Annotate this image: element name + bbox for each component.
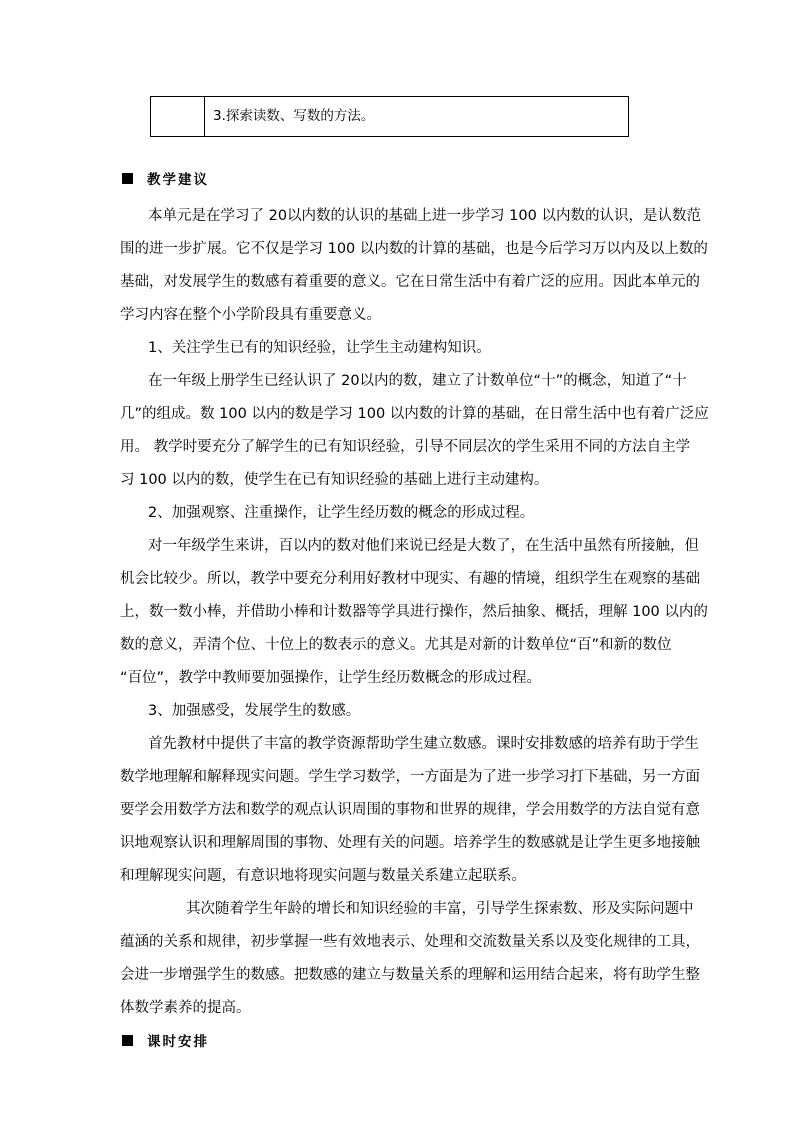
table-cell-text: 3.探索读数、写数的方法。 — [213, 108, 375, 124]
paragraph-line: 机会比较少。所以，教学中要充分利用好教材中现实、有趣的情境，组织学生在观察的基础 — [120, 571, 700, 587]
square-bullet-icon — [122, 173, 133, 184]
paragraph-line: 基础，对发展学生的数感有着重要的意义。它在日常生活中有着广泛的应用。因此本单元的 — [120, 274, 700, 290]
paragraph-line: 蕴涵的关系和规律，初步掌握一些有效地表示、处理和交流数量关系以及变化规律的工具， — [120, 934, 700, 950]
square-bullet-icon — [122, 1035, 133, 1046]
paragraph-line: 体数学素养的提高。 — [120, 1000, 251, 1016]
paragraph-line: 学习内容在整个小学阶段具有重要意义。 — [120, 307, 381, 323]
paragraph-line: 围的进一步扩展。它不仅是学习 100 以内数的计算的基础，也是今后学习万以内及以上数的 — [120, 241, 708, 257]
section-title: 课时安排 — [147, 1034, 209, 1050]
section-title: 教学建议 — [147, 172, 209, 188]
paragraph-line: 识地观察认识和理解周围的事物、处理有关的问题。培养学生的数感就是让学生更多地接触 — [120, 835, 700, 851]
paragraph-line: 数的意义，弄清个位、十位上的数表示的意义。尤其是对新的计数单位“百”和新的数位 — [120, 637, 672, 653]
table — [150, 96, 629, 137]
table-cell-empty — [151, 97, 205, 136]
paragraph-line: 本单元是在学习了 20以内数的认识的基础上进一步学习 100 以内数的认识，是认数范 — [148, 208, 701, 224]
paragraph-line: 首先教材中提供了丰富的教学资源帮助学生建立数感。课时安排数感的培养有助于学生 — [148, 736, 699, 752]
paragraph-line: 用。 教学时要充分了解学生的已有知识经验，引导不同层次的学生采用不同的方法自主学 — [120, 439, 691, 455]
paragraph-line: 和理解现实问题，有意识地将现实问题与数量关系建立起联系。 — [120, 868, 526, 884]
paragraph-line: 数学地理解和解释现实问题。学生学习数学，一方面是为了进一步学习打下基础，另一方面 — [120, 769, 700, 785]
paragraph-line: 对一年级学生来讲，百以内的数对他们来说已经是大数了，在生活中虽然有所接触，但 — [148, 538, 699, 554]
paragraph-line: 要学会用数学方法和数学的观点认识周围的事物和世界的规律，学会用数学的方法自觉有意 — [120, 802, 700, 818]
paragraph-line: 会进一步增强学生的数感。把数感的建立与数量关系的理解和运用结合起来，将有助学生整 — [120, 967, 700, 983]
paragraph-line: 上，数一数小棒，并借助小棒和计数器等学具进行操作，然后抽象、概括，理解 100 以内的 — [120, 604, 708, 620]
section-heading-lesson-arrangement — [122, 1030, 209, 1050]
paragraph-line: 在一年级上册学生已经认识了 20以内的数，建立了计数单位“十”的概念，知道了“十 — [148, 373, 687, 389]
subheading: 2、加强观察、注重操作，让学生经历数的概念的形成过程。 — [148, 505, 535, 521]
section-heading-teaching-suggestions — [122, 168, 209, 188]
subheading: 1、关注学生已有的知识经验，让学生主动建构知识。 — [148, 340, 491, 356]
subheading: 3、加强感受，发展学生的数感。 — [148, 703, 361, 719]
paragraph-line: 其次随着学生年龄的增长和知识经验的丰富，引导学生探索数、形及实际问题中 — [186, 901, 694, 917]
paragraph-line: 习 100 以内的数，使学生在已有知识经验的基础上进行主动建构。 — [120, 472, 549, 488]
paragraph-line: 几”的组成。数 100 以内的数是学习 100 以内数的计算的基础，在日常生活中也有着广泛应 — [120, 406, 709, 422]
paragraph-line: “百位”，教学中教师要加强操作，让学生经历数概念的形成过程。 — [120, 670, 542, 686]
